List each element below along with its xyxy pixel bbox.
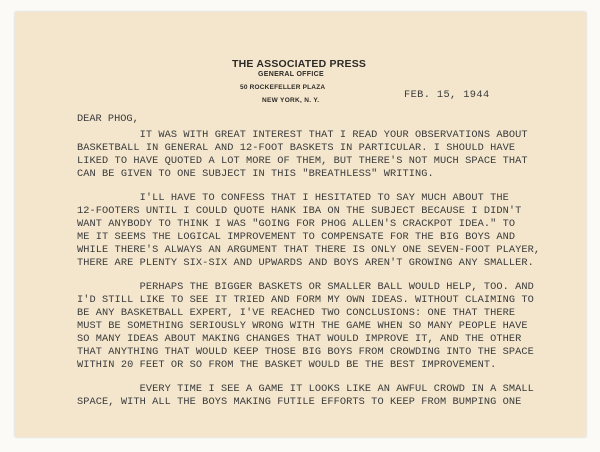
- body-line: MUST BE SOMETHING SERIOUSLY WRONG WITH THE GAME WHEN SO MANY PEOPLE HAVE: [77, 320, 528, 332]
- body-line: SO MANY IDEAS ABOUT MAKING CHANGES THAT WOULD IMPROVE IT, AND THE OTHER: [77, 333, 522, 345]
- body-line: I'LL HAVE TO CONFESS THAT I HESITATED TO SAY MUCH ABOUT THE: [77, 192, 509, 204]
- body-line: THAT ANYTHING THAT WOULD KEEP THOSE BIG BOYS FROM CROWDING INTO THE SPACE: [77, 346, 534, 358]
- body-line: PERHAPS THE BIGGER BASKETS OR SMALLER BALL WOULD HELP, TOO. AND: [77, 281, 534, 293]
- body-line: BASKETBALL IN GENERAL AND 12-FOOT BASKETS IN PARTICULAR. I SHOULD HAVE: [77, 142, 516, 154]
- body-line: LIKED TO HAVE QUOTED A LOT MORE OF THEM, BUT THERE'S NOT MUCH SPACE THAT: [77, 155, 528, 167]
- body-line: EVERY TIME I SEE A GAME IT LOOKS LIKE AN AWFUL CROWD IN A SMALL: [77, 383, 534, 395]
- body-line: IT WAS WITH GREAT INTEREST THAT I READ YOUR OBSERVATIONS ABOUT: [77, 129, 528, 141]
- body-line: WHILE THERE'S ALWAYS AN ARGUMENT THAT THERE IS ONLY ONE SEVEN-FOOT PLAYER,: [77, 244, 541, 256]
- letterhead-office: GENERAL OFFICE: [258, 71, 324, 78]
- body-line: 12-FOOTERS UNTIL I COULD QUOTE HANK IBA ON THE SUBJECT BECAUSE I DIDN'T: [77, 205, 522, 217]
- letterhead-street: 50 ROCKEFELLER PLAZA: [240, 84, 326, 91]
- body-line: CAN BE GIVEN TO ONE SUBJECT IN THIS "BREATHLESS" WRITING.: [77, 168, 434, 180]
- body-line: THERE ARE PLENTY SIX-SIX AND UPWARDS AND BOYS AREN'T GROWING ANY SMALLER.: [77, 257, 534, 269]
- body-line: WITHIN 20 FEET OR SO FROM THE BASKET WOULD BE THE BEST IMPROVEMENT.: [77, 359, 497, 371]
- body-line: BE ANY BASKETBALL EXPERT, I'VE REACHED TWO CONCLUSIONS: ONE THAT THERE: [77, 307, 516, 319]
- body-line: ME IT SEEMS THE LOGICAL IMPROVEMENT TO COMPENSATE FOR THE BIG BOYS AND: [77, 231, 516, 243]
- salutation: DEAR PHOG,: [77, 113, 139, 125]
- letter-date: FEB. 15, 1944: [404, 89, 490, 101]
- letterhead-city: NEW YORK, N. Y.: [262, 97, 320, 104]
- letterhead-organization: THE ASSOCIATED PRESS: [232, 58, 367, 70]
- body-line: WANT ANYBODY TO THINK I WAS "GOING FOR PHOG ALLEN'S CRACKPOT IDEA." TO: [77, 218, 516, 230]
- body-line: I'D STILL LIKE TO SEE IT TRIED AND FORM MY OWN IDEAS. WITHOUT CLAIMING TO: [77, 294, 534, 306]
- body-line: SPACE, WITH ALL THE BOYS MAKING FUTILE EFFORTS TO KEEP FROM BUMPING ONE: [77, 396, 522, 408]
